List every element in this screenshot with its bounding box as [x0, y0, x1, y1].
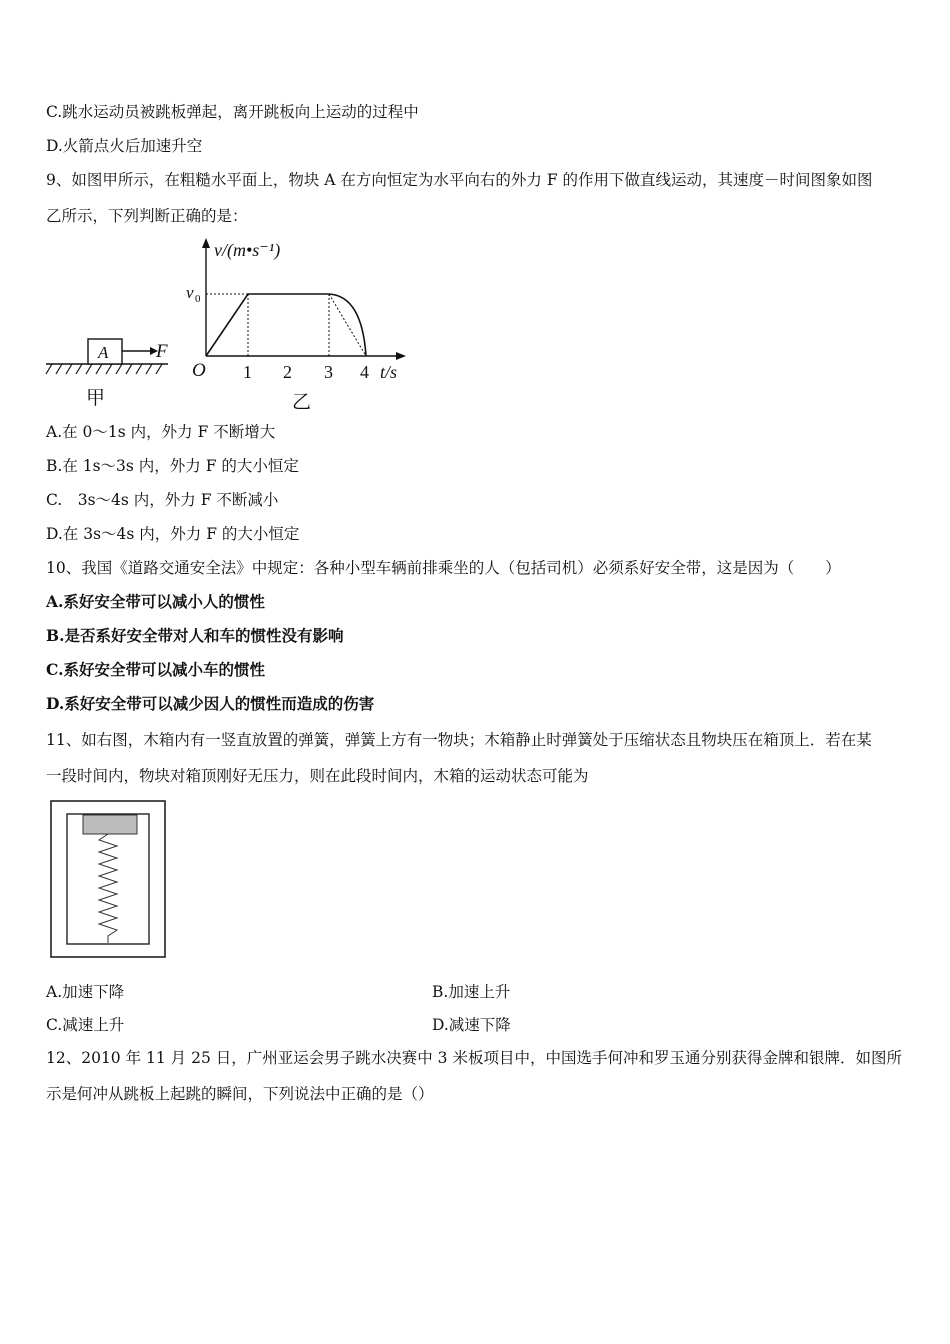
q11-option-c: C.减速上升 — [46, 1016, 125, 1034]
q12-stem-line-1: 12、2010 年 11 月 25 日，广州亚运会男子跳水决赛中 3 米板项目中，中国选手何冲和罗玉通分别获得金牌和银牌．如图所 — [46, 1049, 902, 1067]
origin-label: O — [192, 360, 206, 381]
block-label: A — [98, 343, 109, 362]
v0-subscript: 0 — [195, 293, 201, 305]
q9-option-d: D.在 3s～4s 内，外力 F 的大小恒定 — [46, 525, 300, 543]
q9-option-b: B.在 1s～3s 内，外力 F 的大小恒定 — [46, 457, 299, 475]
caption-jia: 甲 — [86, 388, 106, 409]
ground-hatching — [46, 364, 162, 374]
q9-figure-svg — [44, 236, 414, 412]
q8-option-c: C.跳水运动员被跳板弹起，离开跳板向上运动的过程中 — [46, 103, 419, 121]
q11-option-d: D.减速下降 — [432, 1016, 511, 1034]
q10-stem: 10、我国《道路交通安全法》中规定：各种小型车辆前排乘坐的人（包括司机）必须系好安全带，这是因为（ ） — [46, 559, 841, 577]
tick-4: 4 — [360, 362, 369, 382]
q9-stem-line-1: 9、如图甲所示，在粗糙水平面上，物块 A 在方向恒定为水平向右的外力 F 的作用下做直线运动，其速度－时间图象如图 — [46, 171, 873, 189]
t-axis-label: t/s — [380, 362, 398, 382]
q9-figure — [44, 236, 414, 412]
q10-option-d: D.系好安全带可以减少因人的惯性而造成的伤害 — [46, 694, 375, 713]
q11-stem-line-2: 一段时间内，物块对箱顶刚好无压力，则在此段时间内，木箱的运动状态可能为 — [46, 767, 589, 785]
q11-stem-line-1: 11、如右图，木箱内有一竖直放置的弹簧，弹簧上方有一物块；木箱静止时弹簧处于压缩状态且物块压在箱顶上．若在某 — [46, 731, 872, 749]
q11-option-b: B.加速上升 — [432, 983, 511, 1001]
fig-jia — [46, 339, 168, 409]
q10-option-b: B.是否系好安全带对人和车的惯性没有影响 — [46, 626, 344, 645]
force-label: F — [156, 341, 168, 362]
block-on-spring — [83, 815, 137, 834]
q10-option-c: C.系好安全带可以减小车的惯性 — [46, 660, 265, 679]
tick-1: 1 — [243, 362, 252, 382]
t-axis-arrow — [396, 352, 406, 360]
v-axis-arrow — [202, 238, 210, 248]
q9-option-a: A.在 0～1s 内，外力 F 不断增大 — [46, 423, 276, 441]
q8-option-d: D.火箭点火后加速升空 — [46, 137, 203, 155]
v-axis-label: v/(m•s⁻¹) — [214, 240, 281, 260]
velocity-curve — [206, 294, 366, 356]
q9-stem-line-2: 乙所示，下列判断正确的是： — [46, 207, 248, 225]
q12-stem-line-2: 示是何冲从跳板上起跳的瞬间，下列说法中正确的是（） — [46, 1085, 434, 1103]
fig-yi — [186, 238, 406, 412]
q11-box-svg — [50, 800, 168, 960]
tick-2: 2 — [283, 362, 292, 382]
q11-option-a: A.加速下降 — [46, 983, 125, 1001]
v0-label: v — [186, 283, 194, 302]
caption-yi: 乙 — [292, 392, 312, 412]
tick-3: 3 — [324, 362, 333, 382]
q10-option-a: A.系好安全带可以减小人的惯性 — [46, 592, 265, 611]
q9-option-c: C. 3s～4s 内，外力 F 不断减小 — [46, 491, 279, 509]
q11-box-figure — [50, 800, 168, 960]
